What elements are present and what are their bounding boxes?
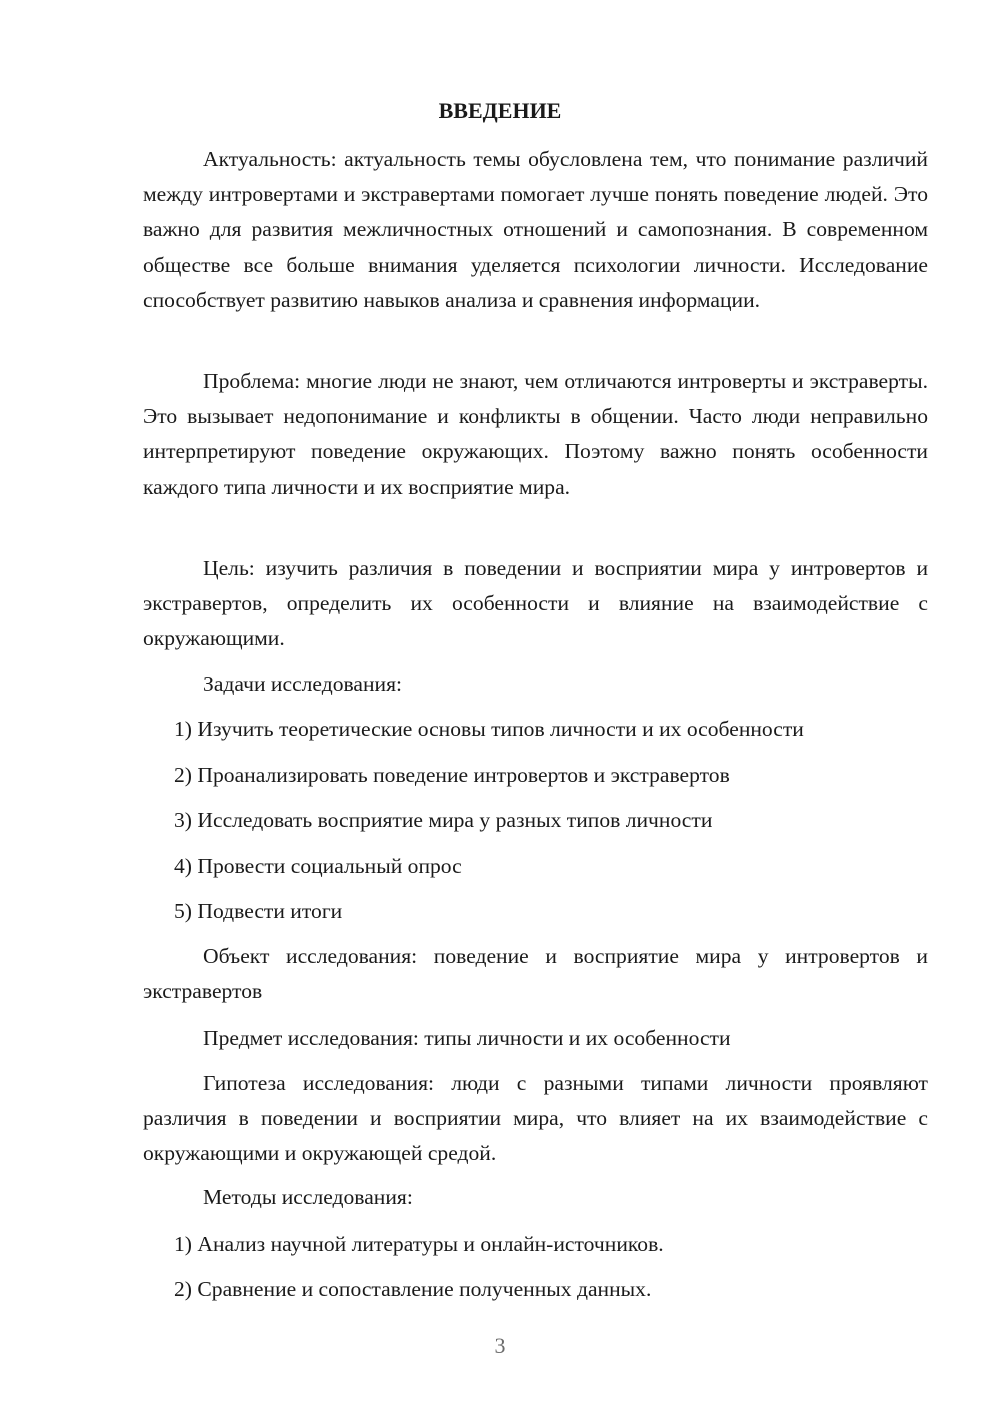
task-item: 3) Исследовать восприятие мира у разных типов личности [174,808,713,832]
task-item: 4) Провести социальный опрос [174,854,462,878]
methods-label: Методы исследования: [203,1185,413,1209]
paragraph-goal: Цель: изучить различия в поведении и восприятии мира у интровертов и экстравертов, определить их особенности и влияние на взаимодействие с окружающими. [143,556,928,651]
task-item: 5) Подвести итоги [174,899,343,923]
paragraph-hypothesis: Гипотеза исследования: люди с разными типами личности проявляют различия в поведении и восприятии мира, что влияет на их взаимодействие с окружающими и окружающей средой. [143,1071,928,1166]
page-heading: ВВЕДЕНИЕ [438,98,562,123]
paragraph-problem: Проблема: многие люди не знают, чем отличаются интроверты и экстраверты. Это вызывает недопонимание и конфликты в общении. Часто люди неправильно интерпретируют поведение окружающих. Поэтому важно понять особенности каждого типа личности и их восприятие мира. [143,369,928,499]
paragraph-relevance: Актуальность: актуальность темы обусловлена тем, что понимание различий между интровертами и экстравертами помогает лучше понять поведение людей. Это важно для развития межличностных отношений и самопознания. В современном обществе все больше внимания уделяется психологии личности. Исследование способствует развитию навыков анализа и сравнения информации. [143,147,928,312]
paragraph-object: Объект исследования: поведение и восприятие мира у интровертов и экстравертов [143,944,928,1004]
page-number: 3 [494,1333,506,1358]
task-item: 1) Изучить теоретические основы типов личности и их особенности [174,717,804,741]
method-item: 1) Анализ научной литературы и онлайн-источников. [174,1232,664,1256]
tasks-label: Задачи исследования: [203,672,403,696]
paragraph-subject: Предмет исследования: типы личности и их особенности [203,1026,731,1050]
method-item: 2) Сравнение и сопоставление полученных данных. [174,1277,652,1301]
task-item: 2) Проанализировать поведение интровертов и экстравертов [174,763,730,787]
